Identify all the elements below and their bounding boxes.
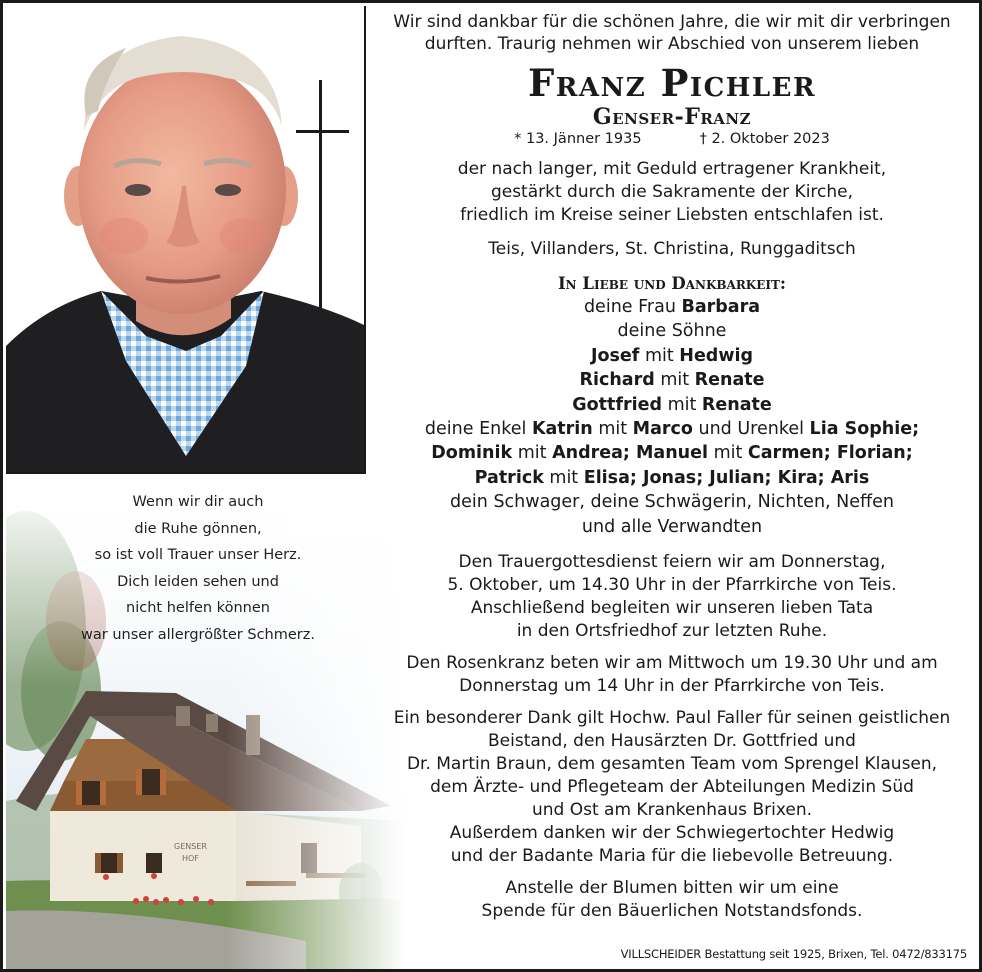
death-date: † 2. Oktober 2023 — [699, 131, 830, 147]
places-line: Teis, Villanders, St. Christina, Runggaditsch — [488, 239, 856, 259]
donation-text: Anstelle der Blumen bitten wir um eine Spende für den Bäuerlichen Notstandsfonds. — [481, 878, 863, 922]
poem-line: Dich leiden sehen und — [117, 573, 279, 590]
funeral-home-footer: VILLSCHEIDER Bestattung seit 1925, Brixen, Tel. 0472/833175 — [620, 947, 967, 961]
intro-text: Wir sind dankbar für die schönen Jahre, die wir mit dir verbringen durften. Traurig nehmen wir Abschied von unserem lieben — [393, 12, 951, 54]
life-dates — [365, 129, 979, 149]
birth-date: * 13. Jänner 1935 — [514, 131, 642, 147]
grandchildren-line: deine Enkel Katrin mit Marco und Urenkel Lia Sophie; — [424, 419, 920, 440]
family-list — [365, 295, 979, 539]
poem-line: die Ruhe gönnen, — [134, 520, 262, 537]
deceased-name: Franz Pichler — [527, 61, 817, 105]
thanks-text: Ein besonderer Dank gilt Hochw. Paul Faller für seinen geistlichen Beistand, den Hausärzten Dr. Gottfried und Dr. Martin Braun, dem gesamten Team vom Sprengel Klausen, dem Ärzte- und Pflegeteam der Abteilungen Medizin Süd und Ost am Krankenhaus Brixen. Außerdem danken wir der Schwiegertochter Hedwig und der Badante Maria für die liebevolle Betreuung. — [393, 708, 951, 867]
son-line: Josef mit Hedwig — [590, 345, 754, 366]
family-heading: In Liebe und Dankbarkeit: — [557, 274, 787, 293]
relatives-line: und alle Verwandten — [581, 516, 763, 537]
relatives-line: dein Schwager, deine Schwägerin, Nichten, Neffen — [450, 492, 894, 513]
deceased-nickname: Genser-Franz — [592, 104, 752, 130]
poem-line: nicht helfen können — [126, 600, 270, 616]
obituary-text — [365, 11, 979, 923]
poem — [63, 489, 333, 648]
poem-line: so ist voll Trauer unser Herz. — [94, 547, 302, 563]
poem-line: war unser allergrößter Schmerz. — [81, 626, 315, 643]
son-line: Richard mit Renate — [579, 370, 765, 391]
portrait-photo — [6, 6, 366, 474]
sons-label: deine Söhne — [617, 321, 727, 342]
service-text: Den Trauergottesdienst feiern wir am Donnerstag, 5. Oktober, um 14.30 Uhr in der Pfarrkirche von Teis. Anschließend begleiten wir unseren lieben Tata in den Ortsfriedhof zur letzten Ruhe. — [447, 552, 897, 642]
son-line: Gottfried mit Renate — [572, 394, 772, 415]
rosary-text: Den Rosenkranz beten wir am Mittwoch um 19.30 Uhr und am Donnerstag um 14 Uhr in der Pfarrkirche von Teis. — [406, 653, 938, 697]
wife-line: deine Frau Barbara — [583, 297, 761, 317]
poem-line: Wenn wir dir auch — [132, 494, 264, 510]
grandchildren-line: Patrick mit Elisa; Jonas; Julian; Kira; Aris — [474, 467, 870, 488]
grandchildren-line: Dominik mit Andrea; Manuel mit Carmen; Florian; — [431, 443, 913, 464]
passing-text: der nach langer, mit Geduld ertragener Krankheit, gestärkt durch die Sakramente der Kirche, friedlich im Kreise seiner Liebsten entschlafen ist. — [457, 159, 887, 225]
